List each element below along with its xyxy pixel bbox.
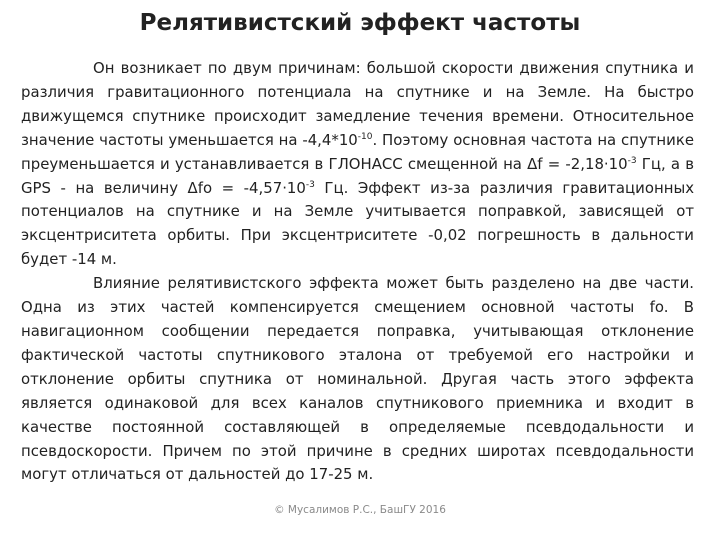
paragraph-1-text-1: Он возникает по двум причинам: большой скорости движения спутника и различия гравитационного потенциала на спутнике и на Земле. На быстро движущемся спутнике происходит замедление течения времени. Относительное значение частоты уменьшается на -4,4*10 [21,59,694,149]
paragraph-1-text-3: Гц, а в GPS - на величину Δfo = -4,57·10 [21,154,694,197]
footer-copyright: © Мусалимов Р.С., БашГУ 2016 [274,504,446,516]
slide-body [21,57,694,487]
paragraph-1 [21,57,694,272]
slide-title: Релятивистский эффект частоты [139,10,581,36]
paragraph-2: Влияние релятивистского эффекта может быть разделено на две части. Одна из этих частей компенсируется смещением основной частоты fo. В навигационном сообщении передается поправка, учитывающая отклонение фактической частоты спутникового эталона от требуемой его настройки и отклонение орбиты спутника от номинальной. Другая часть этого эффекта является одинаковой для всех каналов спутникового приемника и входит в качестве постоянной составляющей в определяемые псевдодальности и псевдоскорости. Причем по этой причине в средних широтах псевдодальности могут отличаться от дальностей до 17-25 м. [21,274,694,484]
exponent-2: -3 [627,155,637,166]
paragraph-1-text-2: . Поэтому основная частота на спутнике преуменьшается и устанавливается в ГЛОНАСС смещенной на Δf = -2,18·10 [21,130,694,173]
exponent-1: -10 [357,131,373,142]
paragraph-1-text-4: Гц. Эффект из-за различия гравитационных потенциалов на спутнике и на Земле учитывается поправкой, зависящей от эксцентриситета орбиты. При эксцентриситете -0,02 погрешность в дальности будет -14 м. [21,178,695,269]
exponent-3: -3 [305,179,315,190]
